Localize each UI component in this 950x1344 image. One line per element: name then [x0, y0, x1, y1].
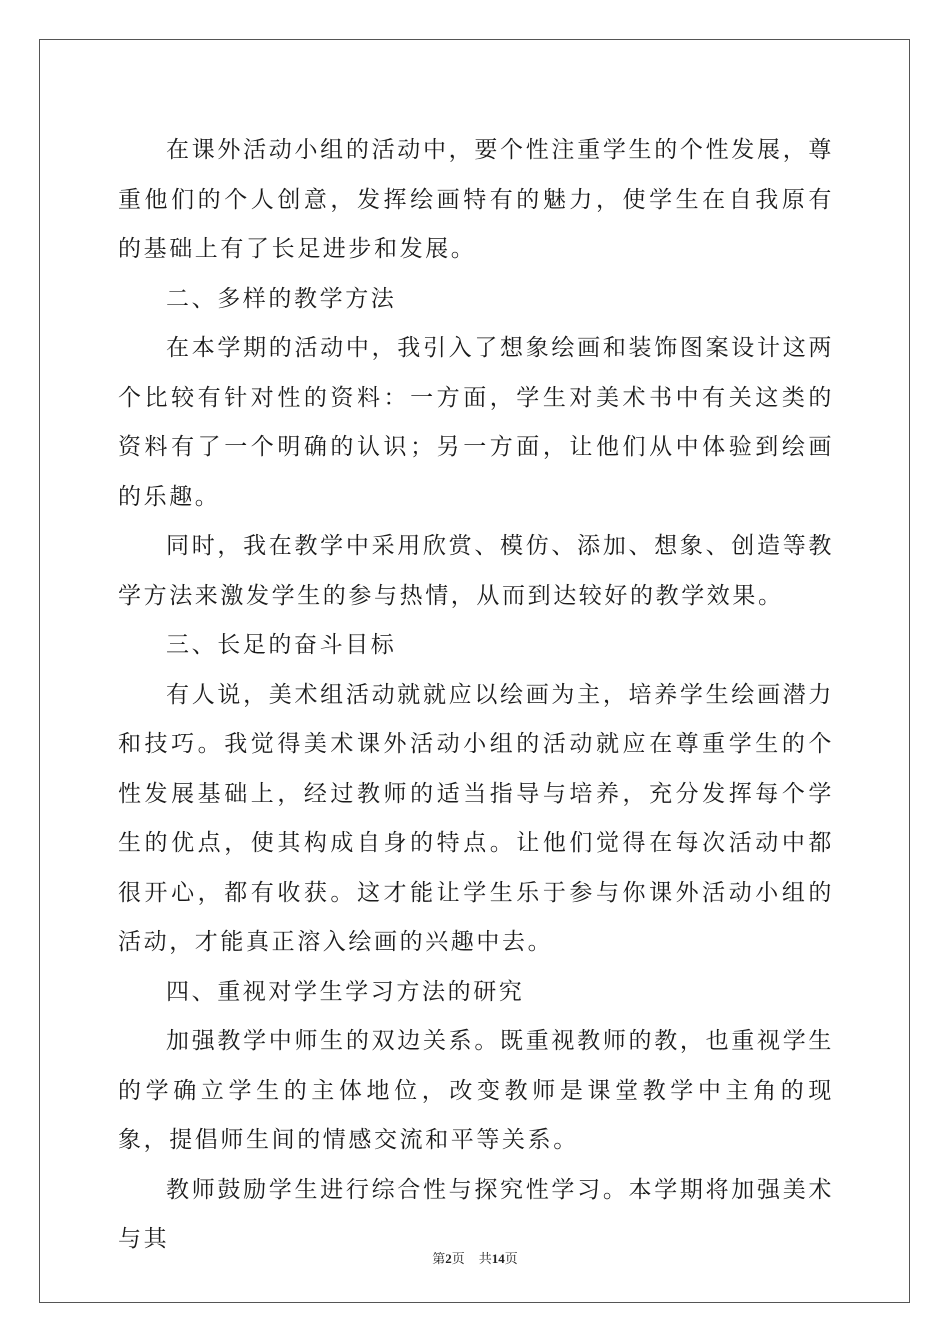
paragraph-integrated-learning: 教师鼓励学生进行综合性与探究性学习。本学期将加强美术与其 [118, 1176, 834, 1252]
document-body [118, 126, 834, 1265]
page-total-suffix: 页 [504, 1251, 518, 1266]
paragraph-goals: 有人说，美术组活动就就应以绘画为主，培养学生绘画潜力和技巧。我觉得美术课外活动小组的活动就应在尊重学生的个性发展基础上，经过教师的适当指导与培养，充分发挥每个学生的优点，使其构成自身的特点。让他们觉得在每次活动中都很开心，都有收获。这才能让学生乐于参与你课外活动小组的活动，才能真正溶入绘画的兴趣中去。 [118, 681, 834, 955]
page-number-total: 14 [491, 1251, 505, 1266]
paragraph-teacher-student-relation: 加强教学中师生的双边关系。既重视教师的教，也重视学生的学确立学生的主体地位，改变教师是课堂教学中主角的现象，提倡师生间的情感交流和平等关系。 [118, 1028, 834, 1153]
page-number-current: 2 [445, 1251, 452, 1266]
page-number-prefix: 第 [432, 1251, 446, 1266]
section-heading-goals: 三、长足的奋斗目标 [166, 632, 397, 658]
paragraph-intro-continuation: 在课外活动小组的活动中，要个性注重学生的个性发展，尊重他们的个人创意，发挥绘画特有的魅力，使学生在自我原有的基础上有了长足进步和发展。 [118, 137, 834, 262]
section-heading-learning-methods: 四、重视对学生学习方法的研究 [166, 978, 525, 1005]
paragraph-teaching-content: 在本学期的活动中，我引入了想象绘画和装饰图案设计这两个比较有针对性的资料：一方面，学生对美术书中有关这类的资料有了一个明确的认识；另一方面，让他们从中体验到绘画的乐趣。 [118, 335, 834, 510]
paragraph-teaching-approaches: 同时，我在教学中采用欣赏、模仿、添加、想象、创造等教学方法来激发学生的参与热情，从而到达较好的教学效果。 [118, 533, 834, 609]
page-footer [0, 1248, 950, 1267]
page-number-suffix: 页 [451, 1251, 465, 1266]
section-heading-teaching-methods: 二、多样的教学方法 [166, 285, 397, 312]
page-total-prefix: 共 [478, 1251, 492, 1266]
